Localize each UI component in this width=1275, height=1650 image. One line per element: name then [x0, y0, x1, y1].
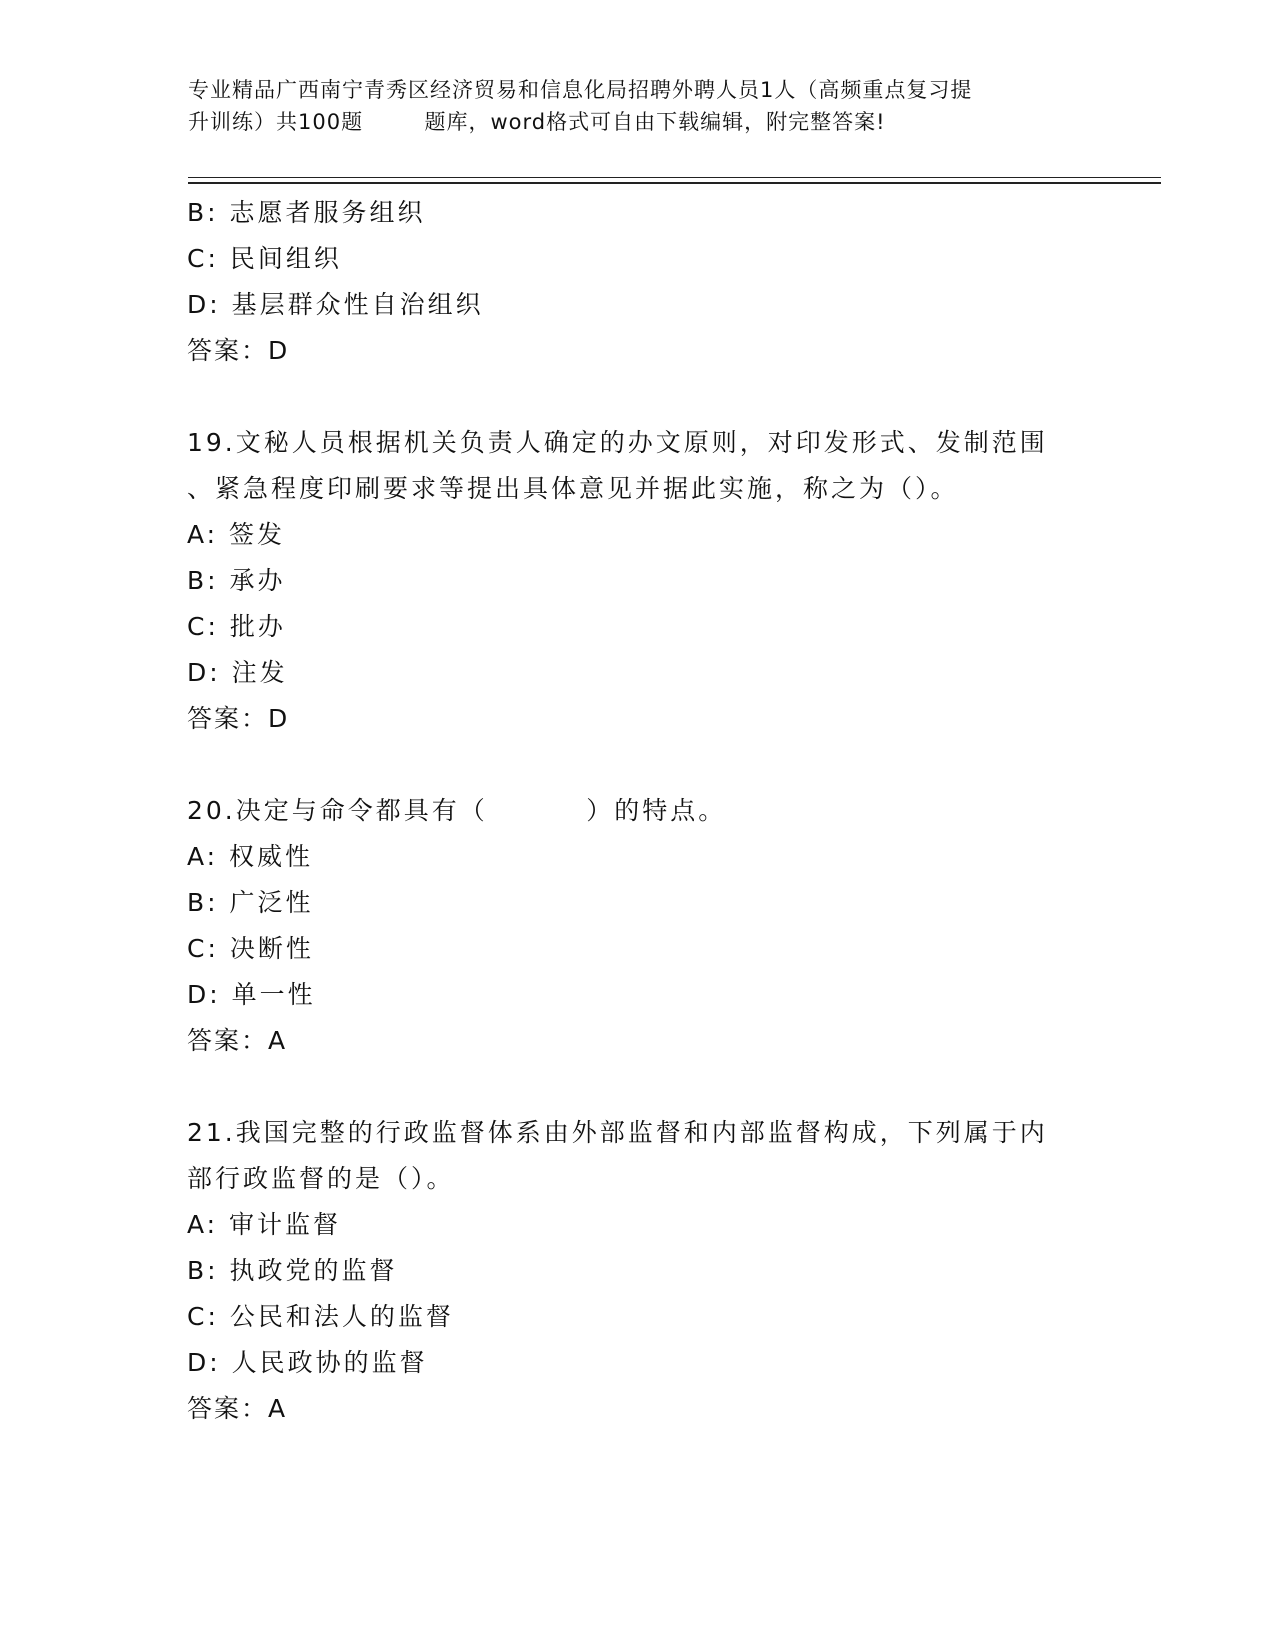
answer-line: [187, 1018, 1137, 1064]
spacer: [187, 742, 1137, 788]
option-c: C: 批办: [187, 612, 286, 641]
document-body: [187, 190, 1137, 1432]
option-a: A: 权威性: [187, 842, 314, 871]
question-block-20: [187, 788, 1137, 1064]
question-line: 21.我国完整的行政监督体系由外部监督和内部监督构成，下列属于内: [187, 1118, 1048, 1147]
answer-line: [187, 328, 1137, 374]
question-line: 19.文秘人员根据机关负责人确定的办文原则，对印发形式、发制范围: [187, 428, 1048, 457]
option-b: B: 志愿者服务组织: [187, 198, 426, 227]
option-d: D: 单一性: [187, 980, 316, 1009]
option-c: C: 民间组织: [187, 244, 342, 273]
answer-value: A: [268, 1026, 287, 1055]
option-c: C: 决断性: [187, 934, 314, 963]
question-line: 、紧急程度印刷要求等提出具体意见并据此实施，称之为（）。: [187, 474, 959, 503]
header-line-2: 升训练）共100题 题库，word格式可自由下载编辑，附完整答案!: [188, 110, 886, 134]
answer-value: A: [268, 1394, 287, 1423]
option-b: B: 执政党的监督: [187, 1256, 398, 1285]
header-divider-thick: [188, 182, 1161, 184]
question-text: [187, 420, 1087, 512]
spacer: [187, 374, 1137, 420]
question-text: [187, 788, 1087, 834]
document-header: [188, 74, 1088, 138]
question-block-21: [187, 1110, 1137, 1432]
answer-value: D: [268, 704, 289, 733]
answer-line: [187, 1386, 1137, 1432]
option-b: B: 承办: [187, 566, 286, 595]
option-b: B: 广泛性: [187, 888, 314, 917]
header-divider-thin: [188, 177, 1161, 178]
question-text: [187, 1110, 1087, 1202]
option-d: D: 基层群众性自治组织: [187, 290, 484, 319]
question-line: 部行政监督的是（）。: [187, 1164, 455, 1193]
answer-label: 答案：: [187, 704, 269, 733]
option-d: D: 人民政协的监督: [187, 1348, 428, 1377]
answer-value: D: [268, 336, 289, 365]
question-line: 20.决定与命令都具有（ ）的特点。: [187, 796, 727, 825]
answer-line: [187, 696, 1137, 742]
answer-label: 答案：: [187, 1026, 269, 1055]
option-c: C: 公民和法人的监督: [187, 1302, 454, 1331]
question-block-19: [187, 420, 1137, 742]
option-a: A: 审计监督: [187, 1210, 342, 1239]
answer-label: 答案：: [187, 336, 269, 365]
answer-label: 答案：: [187, 1394, 269, 1423]
spacer: [187, 1064, 1137, 1110]
header-line-1: 专业精品广西南宁青秀区经济贸易和信息化局招聘外聘人员1人（高频重点复习提: [188, 78, 973, 102]
option-d: D: 注发: [187, 658, 288, 687]
option-a: A: 签发: [187, 520, 286, 549]
question-block-18: [187, 190, 1137, 374]
